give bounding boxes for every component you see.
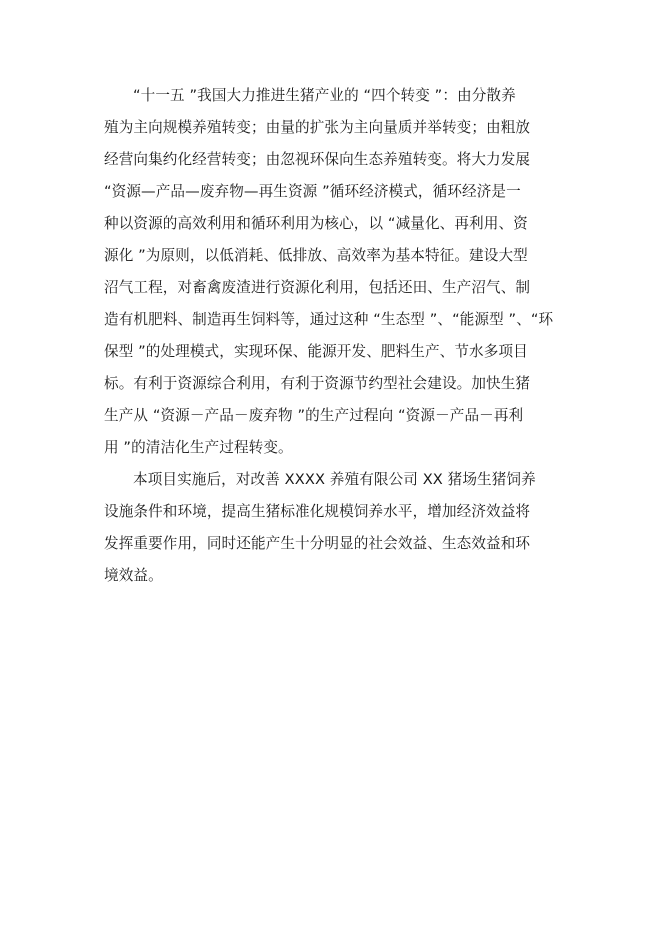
- paragraph-line: 种以资源的高效利用和循环利用为核心，以 “减量化、再利用、资: [104, 215, 528, 232]
- paragraph-line: 发挥重要作用，同时还能产生十分明显的社会效益、生态效益和环: [104, 535, 531, 552]
- paragraph-line: 保型 ”的处理模式，实现环保、能源开发、肥料生产、节水多项目: [104, 343, 528, 360]
- paragraph-line: “资源—产品—废弃物—再生资源 ”循环经济模式，循环经济是一: [104, 183, 521, 200]
- paragraph-line: 生产从 “资源－产品－废弃物 ”的生产过程向 “资源－产品－再利: [104, 407, 524, 424]
- body-text: [104, 80, 559, 592]
- paragraph-line: 殖为主向规模养殖转变；由量的扩张为主向量质并举转变；由粗放: [104, 119, 531, 136]
- paragraph-line: 造有机肥料、制造再生饲料等，通过这种 “生态型 ”、“能源型 ”、“环: [104, 311, 554, 328]
- paragraph-circular-economy: [104, 80, 559, 464]
- paragraph-line: 本项目实施后，对改善 XXXX 养殖有限公司 XX 猪场生猪饲养: [133, 471, 536, 488]
- paragraph-line: 用 ”的清洁化生产过程转变。: [104, 439, 293, 456]
- paragraph-line: 沼气工程，对畜禽废渣进行资源化利用，包括还田、生产沼气、制: [104, 279, 531, 296]
- paragraph-line: 源化 ”为原则，以低消耗、低排放、高效率为基本特征。建设大型: [104, 247, 528, 264]
- paragraph-line: 境效益。: [104, 567, 163, 584]
- paragraph-project-benefits: [104, 464, 559, 592]
- paragraph-line: 设施条件和环境，提高生猪标准化规模饲养水平，增加经济效益将: [104, 503, 531, 520]
- paragraph-line: 经营向集约化经营转变；由忽视环保向生态养殖转变。将大力发展: [104, 151, 531, 168]
- paragraph-line: 标。有利于资源综合利用，有利于资源节约型社会建设。加快生猪: [104, 375, 531, 392]
- paragraph-line: “十一五 ”我国大力推进生猪产业的 “四个转变 ”：由分散养: [133, 87, 516, 104]
